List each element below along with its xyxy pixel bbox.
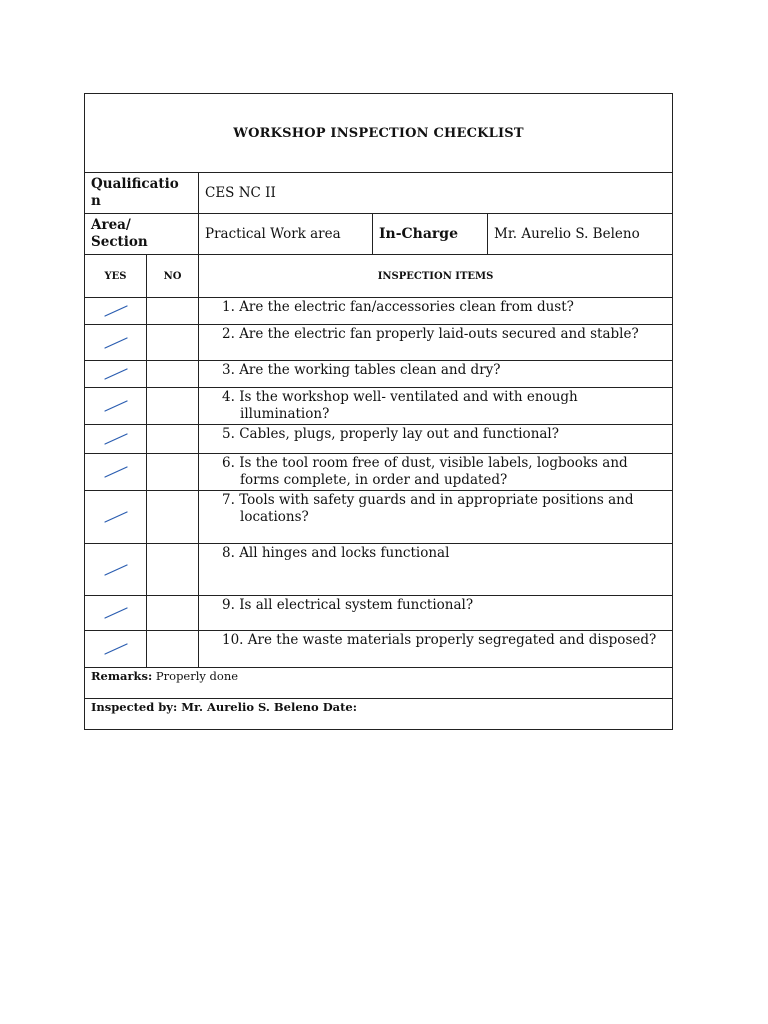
yes-cell[interactable] xyxy=(85,388,147,425)
no-cell[interactable] xyxy=(147,454,199,491)
inspection-item-question xyxy=(222,362,666,379)
no-cell[interactable] xyxy=(147,388,199,425)
yes-column-header: YES xyxy=(85,255,147,298)
yes-cell[interactable] xyxy=(85,361,147,388)
checklist-row xyxy=(85,544,673,596)
check-mark-icon xyxy=(103,336,129,350)
yes-cell[interactable] xyxy=(85,454,147,491)
remarks-label: Remarks: xyxy=(91,669,153,683)
inspection-item-text xyxy=(199,298,673,325)
checklist-row xyxy=(85,596,673,631)
no-cell[interactable] xyxy=(147,361,199,388)
item-question: Are the electric fan/accessories clean from dust? xyxy=(239,299,574,315)
no-cell[interactable] xyxy=(147,491,199,544)
item-number: 1. xyxy=(222,299,235,315)
check-mark-icon xyxy=(103,606,129,620)
item-question: Are the waste materials properly segregated and disposed? xyxy=(247,632,657,648)
inspection-item-question xyxy=(222,492,666,526)
inspection-item-text xyxy=(199,425,673,454)
yes-cell[interactable] xyxy=(85,298,147,325)
no-column-header: NO xyxy=(147,255,199,298)
checklist-row xyxy=(85,388,673,425)
item-number: 5. xyxy=(222,426,235,442)
area-value: Practical Work area xyxy=(199,214,373,255)
no-cell[interactable] xyxy=(147,425,199,454)
no-cell[interactable] xyxy=(147,544,199,596)
inspection-item-text xyxy=(199,544,673,596)
yes-cell[interactable] xyxy=(85,325,147,361)
item-number: 2. xyxy=(222,326,235,342)
inspection-item-text xyxy=(199,631,673,668)
no-cell[interactable] xyxy=(147,298,199,325)
inspection-items-header: INSPECTION ITEMS xyxy=(199,255,673,298)
check-mark-icon xyxy=(103,642,129,656)
item-number: 3. xyxy=(222,362,235,378)
inspection-item-text xyxy=(199,596,673,631)
qualification-value: CES NC II xyxy=(199,173,673,214)
yes-cell[interactable] xyxy=(85,596,147,631)
checklist-row xyxy=(85,325,673,361)
checklist-row xyxy=(85,425,673,454)
item-number: 9. xyxy=(222,597,235,613)
item-question: All hinges and locks functional xyxy=(239,545,450,561)
item-number: 6. xyxy=(222,455,235,471)
checklist-row xyxy=(85,298,673,325)
item-question: Is the workshop well- ventilated and with enough illumination? xyxy=(239,389,578,422)
item-question: Tools with safety guards and in appropriate positions and locations? xyxy=(239,492,634,525)
check-mark-icon xyxy=(103,304,129,318)
inspection-item-text xyxy=(199,325,673,361)
item-number: 7. xyxy=(222,492,235,508)
check-mark-icon xyxy=(103,510,129,524)
item-question: Are the working tables clean and dry? xyxy=(239,362,501,378)
item-question: Is the tool room free of dust, visible labels, logbooks and forms complete, in order and updated? xyxy=(239,455,628,488)
yes-cell[interactable] xyxy=(85,631,147,668)
inspection-item-question xyxy=(222,389,666,423)
yes-cell[interactable] xyxy=(85,491,147,544)
item-number: 4. xyxy=(222,389,235,405)
check-mark-icon xyxy=(103,563,129,577)
yes-cell[interactable] xyxy=(85,544,147,596)
no-cell[interactable] xyxy=(147,631,199,668)
checklist-row xyxy=(85,361,673,388)
inspected-by-line: Inspected by: Mr. Aurelio S. Beleno Date: xyxy=(85,699,673,730)
inspection-item-text xyxy=(199,388,673,425)
yes-cell[interactable] xyxy=(85,425,147,454)
inspection-item-text xyxy=(199,361,673,388)
qualification-label: Qualificatio n xyxy=(85,173,199,214)
inspection-item-question xyxy=(222,545,666,562)
inspection-item-text xyxy=(199,491,673,544)
form-title: WORKSHOP INSPECTION CHECKLIST xyxy=(85,94,673,173)
remarks-row xyxy=(85,668,673,699)
checklist-row xyxy=(85,491,673,544)
remarks-value: Properly done xyxy=(155,669,239,683)
item-number: 10. xyxy=(222,632,244,648)
check-mark-icon xyxy=(103,432,129,446)
item-number: 8. xyxy=(222,545,235,561)
item-question: Is all electrical system functional? xyxy=(239,597,474,613)
check-mark-icon xyxy=(103,399,129,413)
no-cell[interactable] xyxy=(147,596,199,631)
check-mark-icon xyxy=(103,367,129,381)
inspection-item-question xyxy=(222,426,666,443)
item-question: Are the electric fan properly laid-outs secured and stable? xyxy=(239,326,639,342)
incharge-value: Mr. Aurelio S. Beleno xyxy=(488,214,673,255)
item-question: Cables, plugs, properly lay out and functional? xyxy=(239,426,559,442)
no-cell[interactable] xyxy=(147,325,199,361)
inspection-item-question xyxy=(222,597,666,614)
area-label: Area/ Section xyxy=(85,214,199,255)
inspection-items-body xyxy=(85,298,673,668)
checklist-row xyxy=(85,454,673,491)
inspection-item-question xyxy=(222,326,666,343)
inspection-item-question xyxy=(222,632,666,649)
inspection-item-question xyxy=(222,455,666,489)
inspection-checklist-table xyxy=(84,93,673,730)
inspection-item-question xyxy=(222,299,666,316)
checklist-row xyxy=(85,631,673,668)
check-mark-icon xyxy=(103,465,129,479)
incharge-label: In-Charge xyxy=(373,214,488,255)
inspection-item-text xyxy=(199,454,673,491)
